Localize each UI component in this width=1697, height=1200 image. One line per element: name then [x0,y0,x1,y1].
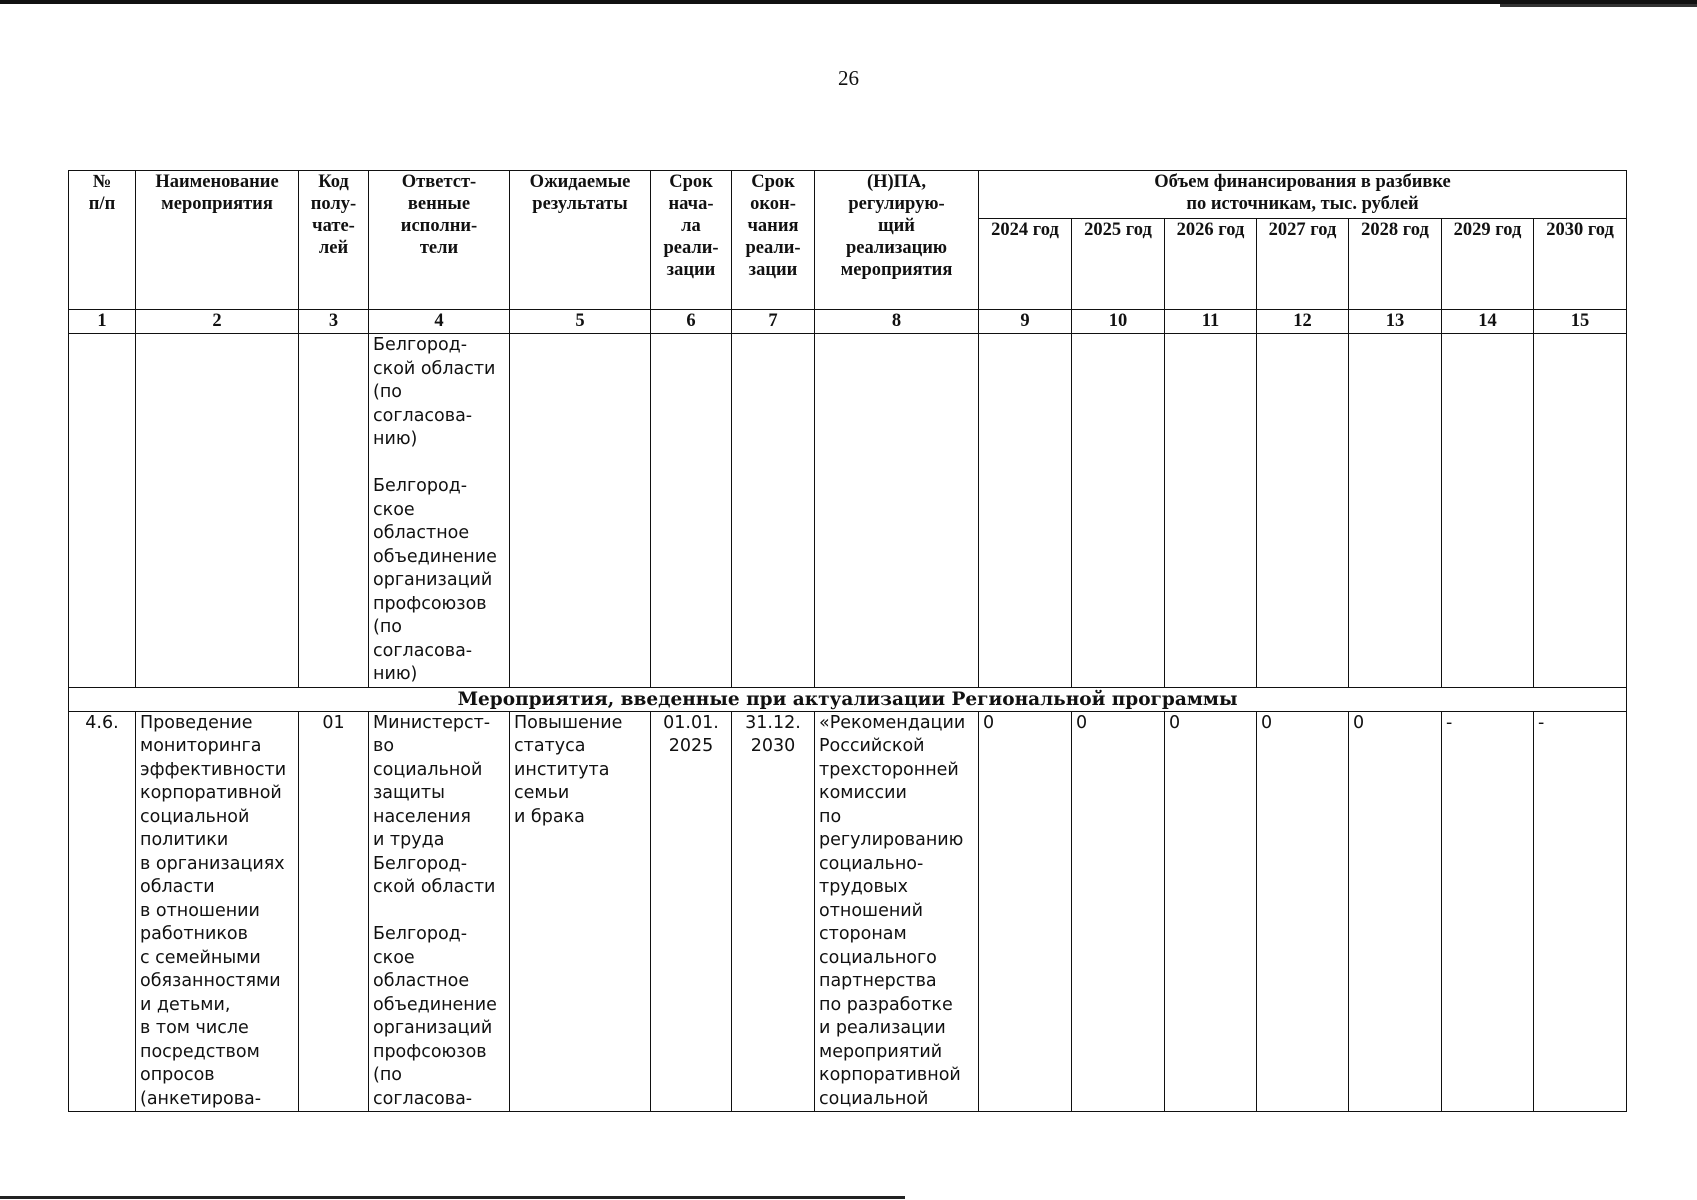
column-number: 3 [299,310,369,334]
header-expected-results: Ожидаемые результаты [510,171,651,310]
header-year: 2030 год [1534,219,1627,310]
continuation-executors-cell: Белгород- ской области (по согласова- нию) Белгород- ское областное объединение организаций профсоюзов (по согласова- нию) [369,334,510,688]
table-cell [732,334,815,688]
funding-cell-2029: - [1442,711,1534,1112]
header-recipient-code: Код полу- чате- лей [299,171,369,310]
table-cell [299,334,369,688]
funding-cell-2028: 0 [1349,711,1442,1112]
page-number: 26 [838,66,859,90]
column-number-row [69,310,1627,334]
funding-cell-2027: 0 [1257,711,1349,1112]
column-number: 7 [732,310,815,334]
funding-cell-2026: 0 [1165,711,1257,1112]
event-name-cell: Проведение мониторинга эффективности корпоративной социальной политики в организациях области в отношении работников с семейными обязанностями и детьми, в том числе посредством опросов (анкетирова- [136,711,299,1112]
column-number: 4 [369,310,510,334]
scan-bottom-border [0,1196,905,1199]
header-row [69,171,1627,219]
recipient-code-cell: 01 [299,711,369,1112]
column-number: 12 [1257,310,1349,334]
column-number: 1 [69,310,136,334]
column-number: 11 [1165,310,1257,334]
header-year: 2025 год [1072,219,1165,310]
table-cell [815,334,979,688]
scan-top-border-right [1500,4,1697,7]
table-cell [1442,334,1534,688]
table-cell [1534,334,1627,688]
header-year: 2024 год [979,219,1072,310]
end-date-cell: 31.12. 2030 [732,711,815,1112]
expected-results-cell: Повышение статуса института семьи и брака [510,711,651,1112]
column-number: 5 [510,310,651,334]
financing-table [68,170,1627,1112]
header-row-number: № п/п [69,171,136,310]
table-cell [510,334,651,688]
table-cell [1349,334,1442,688]
funding-cell-2030: - [1534,711,1627,1112]
section-title: Мероприятия, введенные при актуализации Региональной программы [69,687,1627,711]
header-event-name: Наименование мероприятия [136,171,299,310]
table-cell [1072,334,1165,688]
column-number: 15 [1534,310,1627,334]
funding-cell-2025: 0 [1072,711,1165,1112]
table-row [69,711,1627,1112]
column-number: 2 [136,310,299,334]
scan-top-border [0,0,1697,4]
header-start-date: Срок нача- ла реали- зации [651,171,732,310]
start-date-cell: 01.01. 2025 [651,711,732,1112]
column-number: 9 [979,310,1072,334]
header-year: 2029 год [1442,219,1534,310]
column-number: 8 [815,310,979,334]
section-title-row [69,687,1627,711]
funding-cell-2024: 0 [979,711,1072,1112]
header-year: 2027 год [1257,219,1349,310]
header-end-date: Срок окон- чания реали- зации [732,171,815,310]
column-number: 6 [651,310,732,334]
executors-cell: Министерст- во социальной защиты населения и труда Белгород- ской области Белгород- ское областное объединение организаций профсоюзов (по согласова- [369,711,510,1112]
row-number-cell: 4.6. [69,711,136,1112]
column-number: 14 [1442,310,1534,334]
continuation-row [69,334,1627,688]
header-year: 2028 год [1349,219,1442,310]
column-number: 13 [1349,310,1442,334]
header-executors: Ответст- венные исполни- тели [369,171,510,310]
header-funding-group: Объем финансирования в разбивке по источникам, тыс. рублей [979,171,1627,219]
header-legal-act: (Н)ПА, регулирую- щий реализацию мероприятия [815,171,979,310]
table-cell [136,334,299,688]
legal-act-cell: «Рекомендации Российской трехсторонней комиссии по регулированию социально- трудовых отношений сторонам социального партнерства по разработке и реализации мероприятий корпоративной социальной [815,711,979,1112]
table-cell [1257,334,1349,688]
column-number: 10 [1072,310,1165,334]
table-cell [979,334,1072,688]
table-cell [69,334,136,688]
header-year: 2026 год [1165,219,1257,310]
table-cell [651,334,732,688]
table-cell [1165,334,1257,688]
